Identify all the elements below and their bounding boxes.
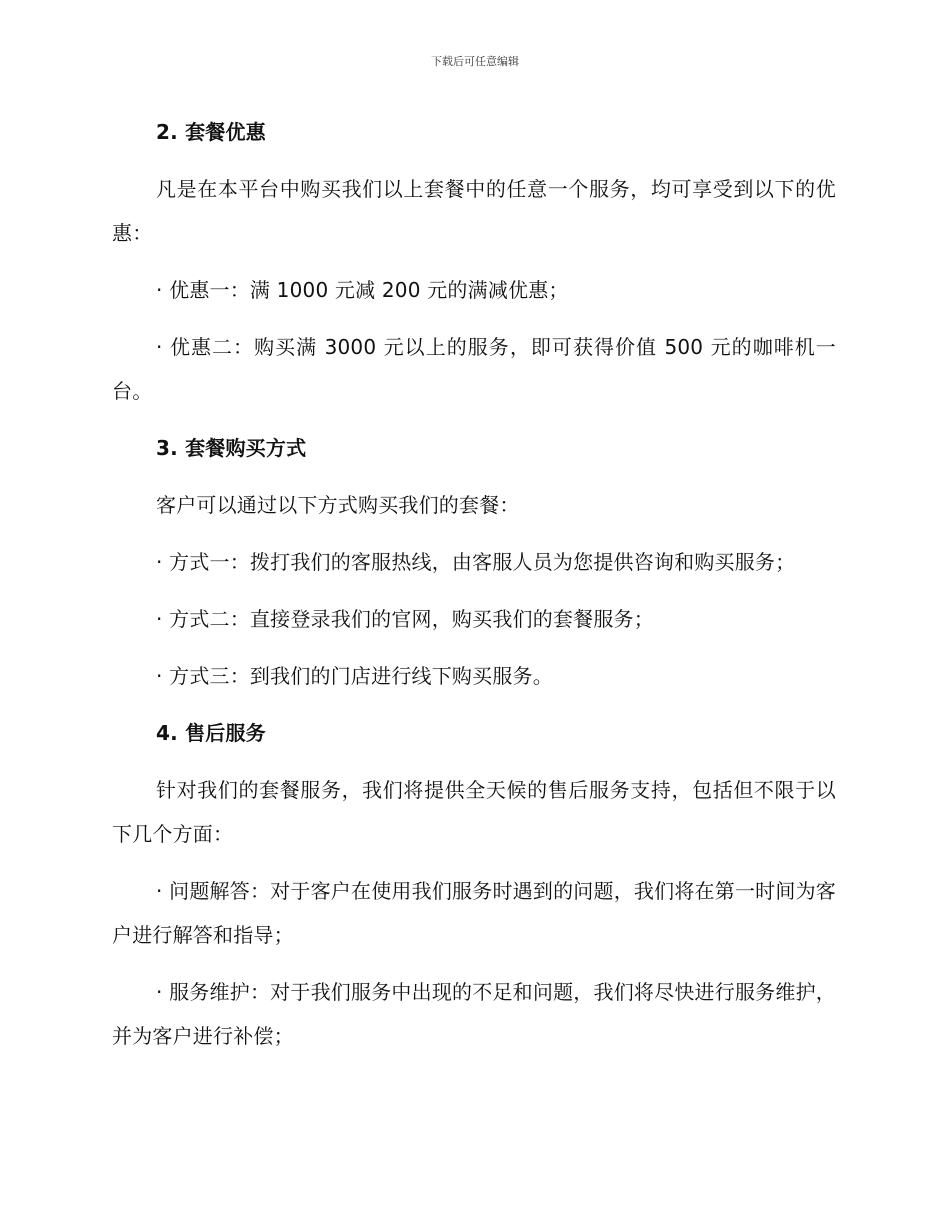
list-item-question-answering: · 问题解答：对于客户在使用我们服务时遇到的问题，我们将在第一时间为客户进行解答和指导； bbox=[112, 879, 836, 947]
paragraph-after-sales-intro: 针对我们的套餐服务，我们将提供全天候的售后服务支持，包括但不限于以下几个方面： bbox=[112, 778, 836, 846]
list-item-method-1: · 方式一：拨打我们的客服热线，由客服人员为您提供咨询和购买服务； bbox=[156, 550, 796, 574]
list-item-method-2: · 方式二：直接登录我们的官网，购买我们的套餐服务； bbox=[156, 607, 654, 631]
page-header: 下载后可任意编辑 bbox=[431, 55, 519, 68]
list-item-offer-1: · 优惠一：满 1000 元减 200 元的满减优惠； bbox=[156, 278, 569, 302]
paragraph-purchase-intro: 客户可以通过以下方式购买我们的套餐： bbox=[156, 493, 520, 517]
section-heading-purchase-methods: 3. 套餐购买方式 bbox=[156, 436, 307, 460]
document-body bbox=[112, 110, 836, 1071]
section-heading-after-sales: 4. 售后服务 bbox=[156, 721, 266, 745]
list-item-method-3: · 方式三：到我们的门店进行线下购买服务。 bbox=[156, 664, 553, 688]
list-item-offer-2: · 优惠二：购买满 3000 元以上的服务，即可获得价值 500 元的咖啡机一台。 bbox=[112, 335, 836, 403]
paragraph-offers-intro: 凡是在本平台中购买我们以上套餐中的任意一个服务，均可享受到以下的优惠： bbox=[112, 177, 836, 245]
list-item-service-maintenance: · 服务维护：对于我们服务中出现的不足和问题，我们将尽快进行服务维护，并为客户进行补偿； bbox=[112, 980, 836, 1048]
section-heading-offers: 2. 套餐优惠 bbox=[156, 120, 266, 144]
